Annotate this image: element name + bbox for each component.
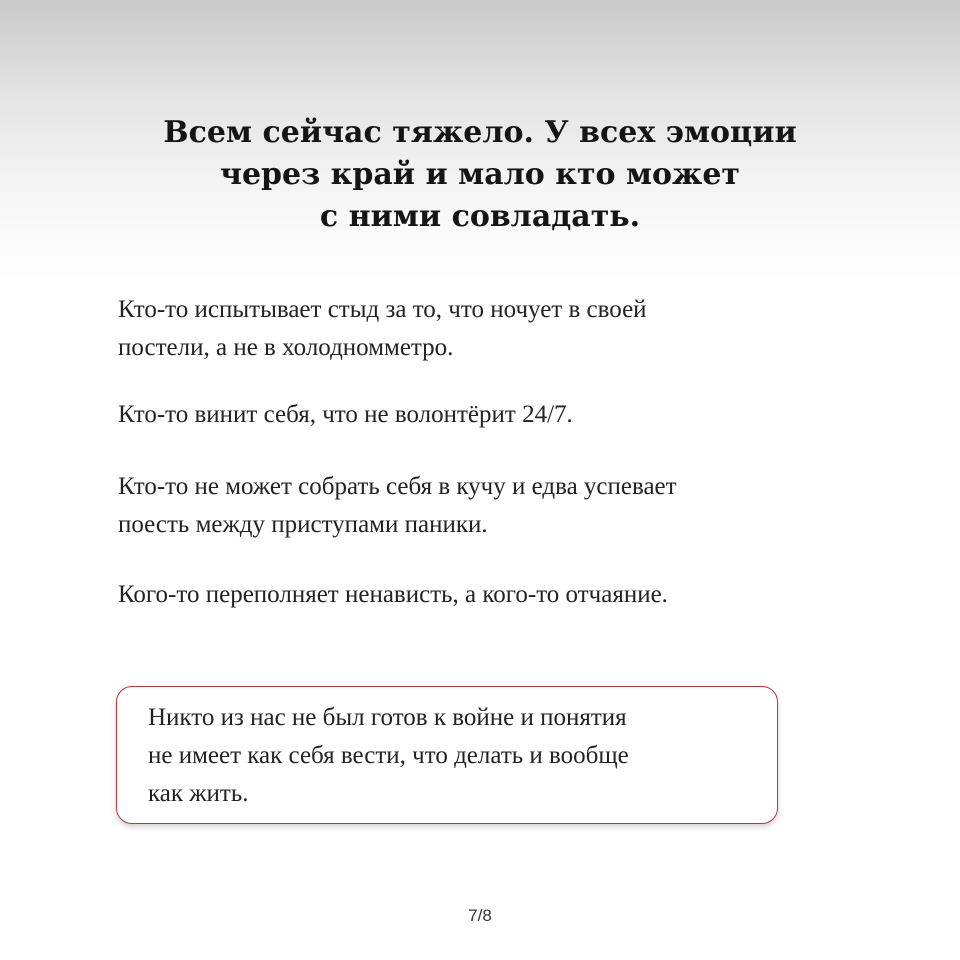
- headline-line-1: Всем сейчас тяжело. У всех эмоции: [163, 115, 797, 150]
- callout-text: [148, 699, 758, 813]
- paragraph-panic-line-1: Кто-то не может собрать себя в кучу и едва успевает: [118, 473, 677, 500]
- paragraph-hatred-despair: [118, 576, 818, 614]
- callout-line-3: как жить.: [148, 780, 249, 807]
- paragraph-volunteer: [118, 396, 818, 434]
- page-number: 7/8: [468, 906, 492, 925]
- paragraph-volunteer-line: Кто-то винит себя, что не волонтёрит 24/7.: [118, 401, 573, 428]
- page-headline: [80, 112, 880, 238]
- paragraph-shame-line-1: Кто-то испытывает стыд за то, что ночует в своей: [118, 296, 647, 323]
- paragraph-panic-line-2: поесть между приступами паники.: [118, 511, 488, 538]
- paragraph-shame-line-2: постели, а не в холодномметро.: [118, 334, 454, 361]
- headline-line-3: с ними совладать.: [319, 199, 641, 234]
- callout-line-1: Никто из нас не был готов к войне и понятия: [148, 704, 627, 731]
- callout-line-2: не имеет как себя вести, что делать и вообще: [148, 742, 629, 769]
- paragraph-hatred-despair-line: Кого-то переполняет ненависть, а кого-то отчаяние.: [118, 581, 668, 608]
- paragraph-panic: [118, 468, 818, 544]
- paragraph-shame: [118, 291, 818, 367]
- headline-line-2: через край и мало кто может: [219, 157, 741, 192]
